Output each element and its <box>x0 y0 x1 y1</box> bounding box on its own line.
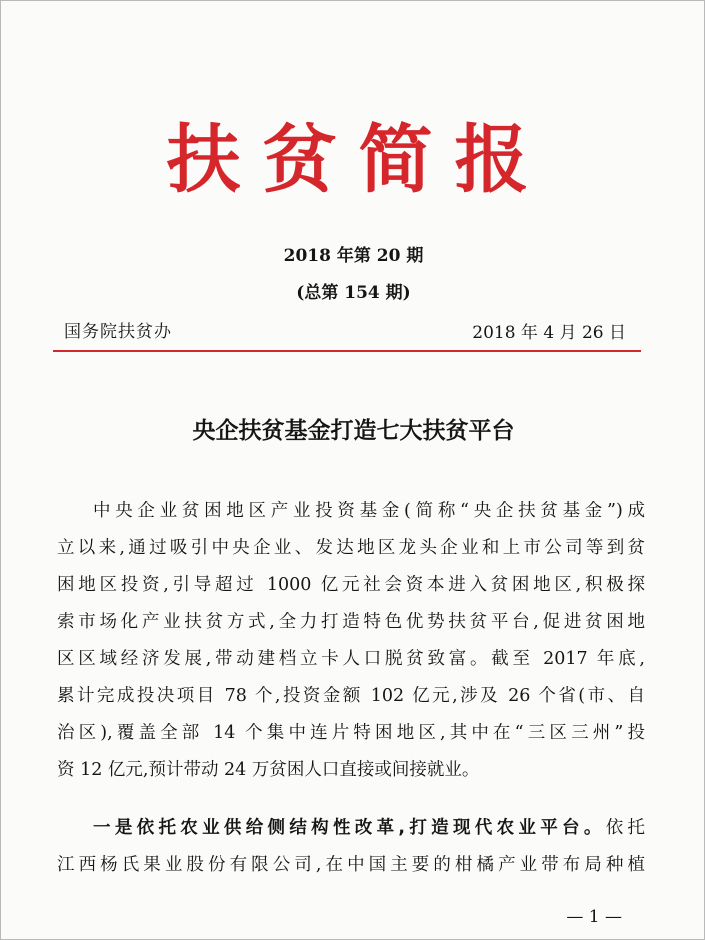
red-divider-rule <box>53 350 641 352</box>
section-lead-rest: 依托 <box>605 818 646 838</box>
paragraph-line: 立以来,通过吸引中央企业、发达地区龙头企业和上市公司等到贫 <box>57 538 645 558</box>
paragraph-line: 累计完成投决项目 78 个,投资金额 102 亿元,涉及 26 个省(市、自 <box>57 686 645 706</box>
section-lead-bold: 一是依托农业供给侧结构性改革,打造现代农业平台。 <box>93 818 606 838</box>
paragraph-line: 索市场化产业扶贫方式,全力打造特色优势扶贫平台,促进贫困地 <box>57 612 645 632</box>
total-issue-number: (总第 154 期) <box>296 283 411 303</box>
page-number: — 1 — <box>566 907 622 927</box>
paragraph-line-lead <box>93 820 645 838</box>
paragraph-line: 治区),覆盖全部 14 个集中连片特困地区,其中在“三区三州”投 <box>57 723 645 743</box>
article-headline: 央企扶贫基金打造七大扶贫平台 <box>192 418 515 444</box>
issuing-office: 国务院扶贫办 <box>64 322 172 342</box>
issue-number: 2018 年第 20 期 <box>283 246 424 266</box>
paragraph-line: 困地区投资,引导超过 1000 亿元社会资本进入贫困地区,积极探 <box>57 575 645 595</box>
issue-date: 2018 年 4 月 26 日 <box>472 323 626 343</box>
paragraph-line: 中央企业贫困地区产业投资基金(简称“央企扶贫基金”)成 <box>93 501 645 521</box>
paragraph-line: 资 12 亿元,预计带动 24 万贫困人口直接或间接就业。 <box>57 760 480 780</box>
bulletin-masthead-title: 扶贫简报 <box>166 117 551 203</box>
paragraph-line: 江西杨氏果业股份有限公司,在中国主要的柑橘产业带布局种植 <box>57 855 645 875</box>
paragraph-line: 区区域经济发展,带动建档立卡人口脱贫致富。截至 2017 年底, <box>57 649 645 669</box>
